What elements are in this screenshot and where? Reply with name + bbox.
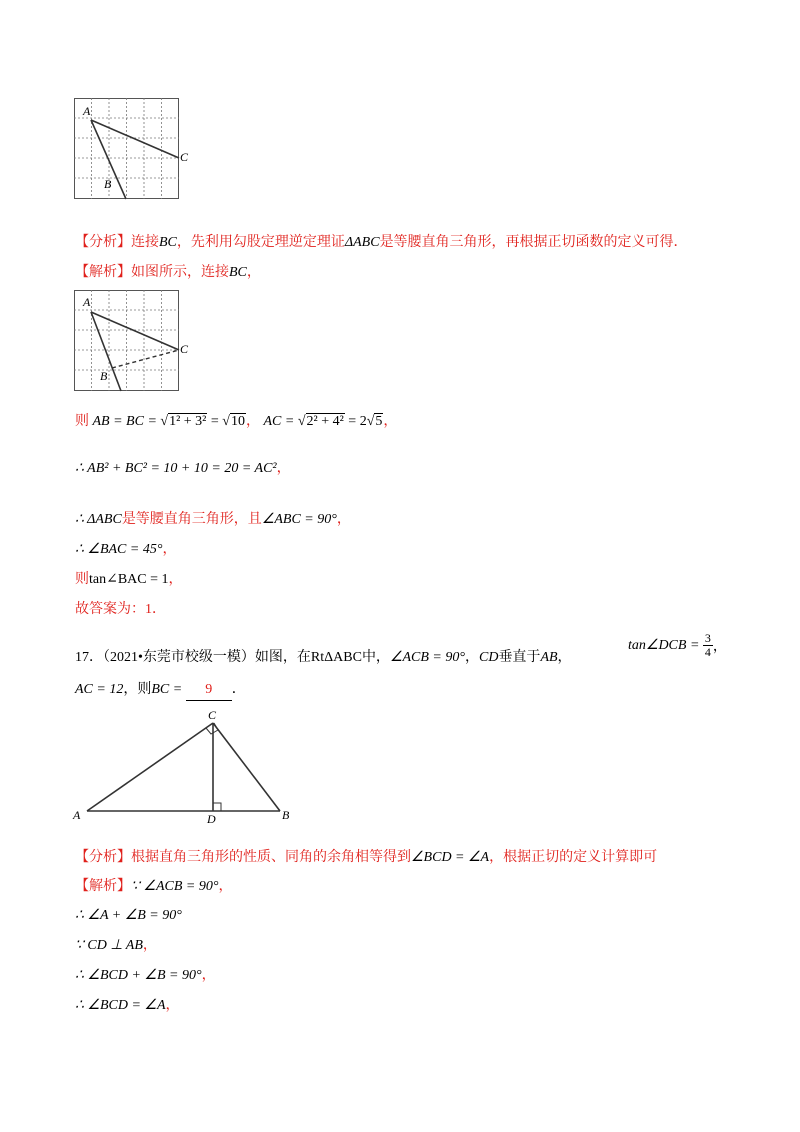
label-b: B bbox=[282, 808, 290, 822]
label-b: B bbox=[100, 369, 108, 383]
solution-16-line1: 则 AB = BC = √1² + 3² = √10， AC = √2² + 4² = 2√5， bbox=[75, 414, 398, 429]
solution-17-line4: ∴ ∠BCD + ∠B = 90°， bbox=[75, 968, 216, 983]
solution-16-line5: 则tan∠BAC = 1， bbox=[75, 572, 183, 587]
answer-blank: 9 bbox=[186, 680, 232, 701]
solution-17-line1: 【解析】∵ ∠ACB = 90°， bbox=[75, 879, 233, 894]
figure-grid-2 bbox=[74, 290, 189, 392]
solution-16-intro: 【解析】如图所示，连接BC， bbox=[75, 265, 261, 280]
label-a: A bbox=[73, 808, 81, 822]
solution-16-line3: ∴ ΔABC是等腰直角三角形，且∠ABC = 90°， bbox=[75, 512, 351, 527]
solution-16-line2: ∴ AB² + BC² = 10 + 10 = 20 = AC²， bbox=[75, 461, 291, 476]
figure-grid-1 bbox=[74, 98, 189, 200]
label-a: A bbox=[83, 295, 91, 309]
label-c: C bbox=[180, 150, 189, 164]
figure-triangle bbox=[70, 705, 300, 825]
solution-17-line2: ∴ ∠A + ∠B = 90° bbox=[75, 908, 182, 923]
answer-16: 故答案为：1． bbox=[75, 602, 166, 617]
analysis-16: 【分析】连接BC，先利用勾股定理逆定理证ΔABC是等腰直角三角形，再根据正切函数的定义可得． bbox=[75, 235, 688, 250]
label-c: C bbox=[208, 708, 217, 722]
analysis-17: 【分析】根据直角三角形的性质、同角的余角相等得到∠BCD = ∠A，根据正切的定义计算即可 bbox=[75, 850, 658, 865]
solution-17-line5: ∴ ∠BCD = ∠A， bbox=[75, 998, 180, 1013]
label-a: A bbox=[83, 104, 91, 118]
fraction-3-4: $\frac{3}{4}$ bbox=[704, 631, 711, 659]
label-c: C bbox=[180, 342, 189, 356]
question-17-line1: 17．（2021•东莞市校级一模）如图，在RtΔABC中，∠ACB = 90°，CD垂直于AB， bbox=[75, 650, 572, 665]
label-b: B bbox=[104, 177, 112, 191]
solution-16-line4: ∴ ∠BAC = 45°， bbox=[75, 542, 177, 557]
label-d: D bbox=[207, 812, 216, 826]
question-17-tan: tan∠DCB = $\frac{3}{4}$ ， bbox=[628, 631, 727, 659]
solution-17-line3: ∵ CD ⊥ AB， bbox=[75, 938, 157, 953]
question-17-line2: AC = 12，则BC = 9 ． bbox=[75, 680, 246, 701]
